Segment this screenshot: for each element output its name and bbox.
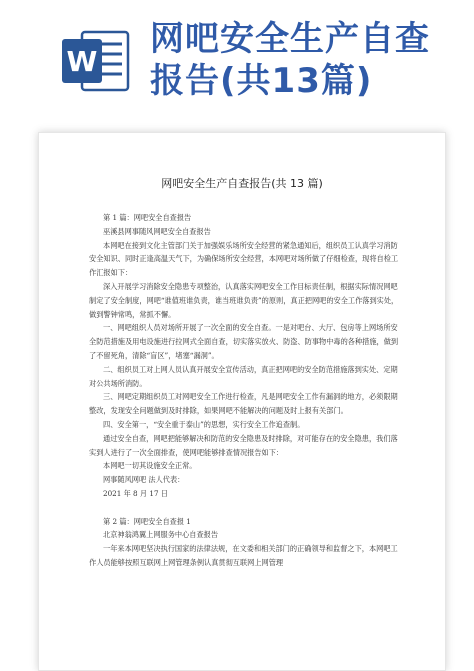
document-paragraph: 一年来本网吧坚决执行国家的法律法规，在文委和相关部门的正确领导和监督之下，本网吧工作人员能够按照互联网上网管理条例认真贯彻互联网上网管理 <box>89 544 398 567</box>
document-paragraph: 第 2 篇：网吧安全自查报 1 <box>103 516 191 526</box>
document-paragraph: 网事随风网吧 法人代表： <box>103 475 185 485</box>
document-paragraph: 巫溪县网事随风网吧安全自查报告 <box>103 226 211 236</box>
page-title <box>150 18 430 102</box>
document-page <box>38 132 446 671</box>
document-paragraph: 北京神翁鸿翼上网服务中心自查报告 <box>103 530 219 540</box>
title-line-1: 网吧安全生产自查 <box>150 19 430 59</box>
document-paragraph: 深入开展学习消除安全隐患专项整治，认真落实网吧安全工作目标责任制，根据实际情况网吧制定了安全制度，网吧“谁值班谁负责，谁当班谁负责”的原则，真正把网吧的安全工作落到实处，做到警钟常鸣，常抓不懈。 <box>89 281 399 319</box>
word-document-icon <box>60 30 130 92</box>
header-banner <box>0 0 474 118</box>
paragraph-gap <box>89 501 404 515</box>
document-paragraph: 2021 年 8 月 17 日 <box>103 488 168 498</box>
document-paragraph: 通过安全自查，网吧把能够解决和防范的安全隐患及时排除，对可能存在的安全隐患，我们落实到人进行了一次全面排查，使网吧能够排查情况报告如下： <box>89 433 398 457</box>
document-paragraph: 四、安全第一，“安全重于泰山”的思想，实行安全工作追查制。 <box>103 419 305 429</box>
document-paragraph: 一、网吧组织人员对场所开展了一次全面的安全自查。一是对吧台、大厅、包房等上网场所安全防范措施及用电设施进行拉网式全面自查，切实落实放火、防盗、防事物中毒的各种措施，做到了不留死角，清除“盲区”，堵塞“漏洞”。 <box>89 323 399 360</box>
document-paragraph: 三、网吧定期组织员工对网吧安全工作进行检查，凡是网吧安全工作有漏洞的地方，必须限期整改，发现安全问题做到及时排除，如果网吧不能解决的问题及时上报有关部门。 <box>89 392 398 416</box>
word-icon-letter: W <box>66 45 98 78</box>
document-paragraph: 二、组织员工对上网人员认真开展安全宣传活动，真正把网吧的安全防范措施落到实处、定期对公共场所消防。 <box>89 364 398 388</box>
document-paragraph: 本网吧在接到文化主管部门关于加强娱乐场所安全经营的紧急通知后，组织员工认真学习消防安全知识、同时正逢高温天气下，为确保场所安全经营，本网吧对场所做了仔细检查，现将自检工作汇报如下： <box>89 240 399 278</box>
document-paragraph: 第 1 篇：网吧安全自查报告 <box>103 213 192 222</box>
document-paragraph: 本网吧一切其设施安全正常。 <box>103 461 197 471</box>
title-line-2: 报告(共13篇) <box>150 61 373 101</box>
document-heading: 网吧安全生产自查报告(共 13 篇) <box>161 177 323 190</box>
document-body <box>89 211 404 570</box>
